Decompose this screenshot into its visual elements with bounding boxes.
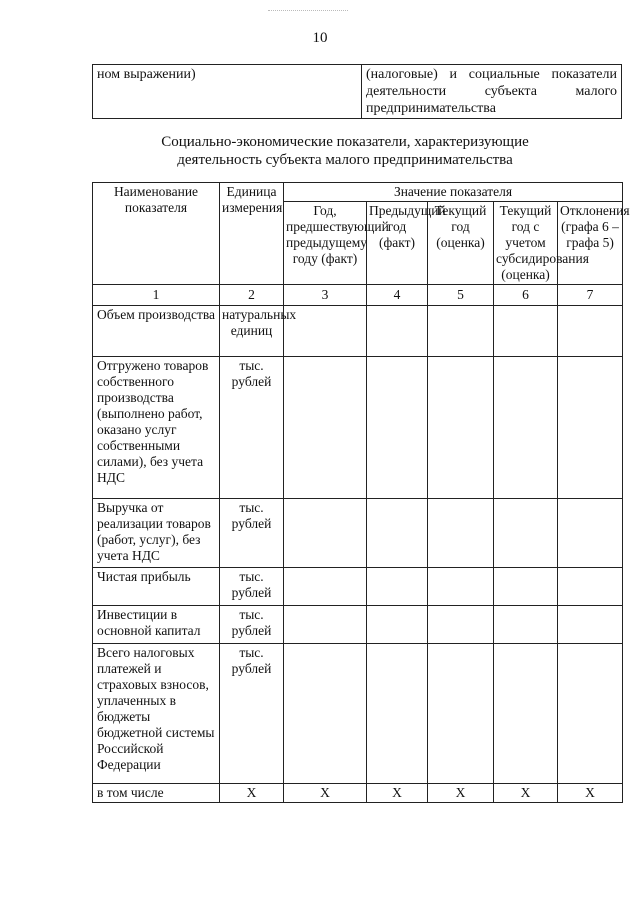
indicator-unit: тыс. рублей <box>220 568 284 606</box>
x-mark-cell: X <box>558 784 623 803</box>
indicator-unit: тыс. рублей <box>220 644 284 784</box>
top-scan-mark <box>268 10 348 13</box>
value-cell <box>284 644 367 784</box>
table-row <box>93 357 623 499</box>
value-cell <box>284 499 367 568</box>
value-cell <box>558 499 623 568</box>
table-row <box>93 499 623 568</box>
column-number: 7 <box>558 285 623 306</box>
header-row-1 <box>93 183 623 202</box>
indicator-name: Инвестиции в основной капитал <box>93 606 220 644</box>
indicator-unit: тыс. рублей <box>220 606 284 644</box>
value-cell <box>367 306 428 357</box>
value-cell <box>367 357 428 499</box>
value-cell <box>428 306 494 357</box>
indicator-name: Объем производства <box>93 306 220 357</box>
value-cell <box>284 357 367 499</box>
continuation-left-cell: ном выражении) <box>93 65 362 119</box>
value-cell <box>284 606 367 644</box>
x-mark-cell: X <box>494 784 558 803</box>
x-mark-cell: X <box>367 784 428 803</box>
x-mark-cell: X <box>284 784 367 803</box>
header-name: Наименование показателя <box>93 183 220 285</box>
column-number: 6 <box>494 285 558 306</box>
header-value-group: Значение показателя <box>284 183 623 202</box>
column-number: 2 <box>220 285 284 306</box>
value-cell <box>558 568 623 606</box>
table-row <box>93 644 623 784</box>
column-number: 4 <box>367 285 428 306</box>
value-cell <box>428 499 494 568</box>
indicators-table <box>92 182 630 803</box>
table-row <box>93 606 623 644</box>
section-title-line-1: Социально-экономические показатели, характеризующие <box>161 134 529 150</box>
indicator-name: Чистая прибыль <box>93 568 220 606</box>
header-col-7: Отклонения (графа 6 – графа 5) <box>558 202 623 285</box>
page-number: 10 <box>312 30 328 46</box>
value-cell <box>367 499 428 568</box>
section-title <box>0 133 640 169</box>
value-cell <box>284 568 367 606</box>
indicator-name: в том числе <box>93 784 220 803</box>
value-cell <box>494 357 558 499</box>
indicator-unit: тыс. рублей <box>220 357 284 499</box>
header-col-3: Год, предшествующий предыдущему году (факт) <box>284 202 367 285</box>
continuation-right-cell: (налоговые) и социальные показатели деятельности субъекта малого предпринимательства <box>362 65 622 119</box>
value-cell <box>428 357 494 499</box>
value-cell <box>428 568 494 606</box>
value-cell <box>558 606 623 644</box>
value-cell <box>367 606 428 644</box>
indicator-name: Выручка от реализации товаров (работ, услуг), без учета НДС <box>93 499 220 568</box>
value-cell <box>494 606 558 644</box>
table-row <box>93 784 623 803</box>
value-cell <box>494 306 558 357</box>
header-col-6: Текущий год с учетом субсидирования (оценка) <box>494 202 558 285</box>
value-cell <box>558 306 623 357</box>
indicator-name: Отгружено товаров собственного производства (выполнено работ, оказано услуг собственными силами), без учета НДС <box>93 357 220 499</box>
value-cell <box>494 644 558 784</box>
table-row <box>93 568 623 606</box>
header-col-5: Текущий год (оценка) <box>428 202 494 285</box>
x-mark-cell: X <box>220 784 284 803</box>
column-number: 5 <box>428 285 494 306</box>
column-number-row <box>93 285 623 306</box>
value-cell <box>367 644 428 784</box>
value-cell <box>428 644 494 784</box>
section-title-line-2: деятельность субъекта малого предпринимательства <box>177 152 513 168</box>
indicator-unit: тыс. рублей <box>220 499 284 568</box>
value-cell <box>558 357 623 499</box>
continuation-row <box>93 65 622 119</box>
value-cell <box>558 644 623 784</box>
header-col-4: Предыдущий год (факт) <box>367 202 428 285</box>
value-cell <box>428 606 494 644</box>
x-mark-cell: X <box>428 784 494 803</box>
header-unit: Единица измерения <box>220 183 284 285</box>
value-cell <box>367 568 428 606</box>
column-number: 3 <box>284 285 367 306</box>
column-number: 1 <box>93 285 220 306</box>
continuation-table <box>92 64 622 119</box>
value-cell <box>494 568 558 606</box>
indicator-name: Всего налоговых платежей и страховых взносов, уплаченных в бюджеты бюджетной системы Российской Федерации <box>93 644 220 784</box>
indicator-unit: натуральных единиц <box>220 306 284 357</box>
value-cell <box>494 499 558 568</box>
table-row <box>93 306 623 357</box>
